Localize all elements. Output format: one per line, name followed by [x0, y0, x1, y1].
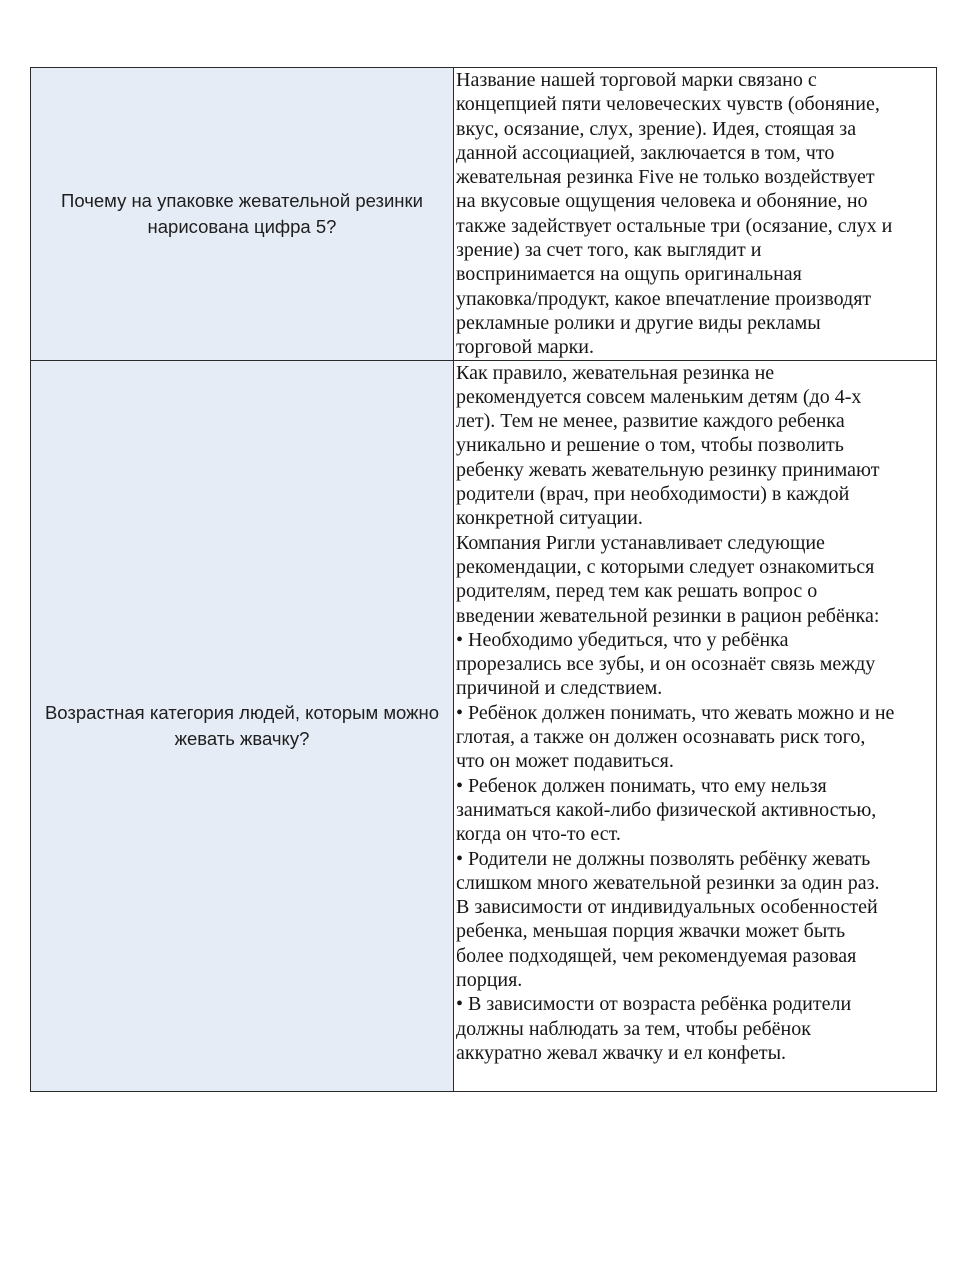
answer-line: • Ребёнок должен понимать, что жевать можно и не: [456, 701, 895, 724]
answer-line: данной ассоциацией, заключается в том, что: [456, 141, 835, 164]
question-cell: [31, 68, 454, 361]
answer-line: • В зависимости от возраста ребёнка родители: [456, 993, 852, 1016]
answer-cell: [454, 68, 937, 361]
answer-cell: [454, 360, 937, 1091]
answer-line: • Ребенок должен понимать, что ему нельзя: [456, 774, 827, 797]
answer-line: • Необходимо убедиться, что у ребёнка: [456, 628, 789, 651]
answer-line: заниматься какой-либо физической активностью,: [456, 798, 877, 821]
answer-line: также задействует остальные три (осязание, слух и: [456, 214, 893, 237]
answer-line: воспринимается на ощупь оригинальная: [456, 263, 802, 286]
answer-line: рекомендации, с которыми следует ознакомиться: [456, 555, 875, 578]
answer-line: торговой марки.: [456, 336, 595, 359]
answer-line: прорезались все зубы, и он осознаёт связь между: [456, 653, 876, 676]
table-row: [31, 68, 937, 361]
question-cell: [31, 360, 454, 1091]
answer-line: Как правило, жевательная резинка не: [456, 361, 775, 384]
answer-line: родители (врач, при необходимости) в каждой: [456, 483, 850, 506]
answer-line: • Родители не должны позволять ребёнку жевать: [456, 847, 871, 870]
answer-line: порция.: [456, 968, 523, 991]
answer-line: что он может подавиться.: [456, 750, 674, 773]
answer-line: В зависимости от индивидуальных особенностей: [456, 896, 878, 919]
answer-line: слишком много жевательной резинки за один раз.: [456, 871, 880, 894]
answer-line: уникально и решение о том, чтобы позволить: [456, 434, 844, 457]
answer-line: когда он что-то ест.: [456, 823, 621, 846]
answer-line: ребенку жевать жевательную резинку принимают: [456, 458, 880, 481]
answer-line: концепцией пяти человеческих чувств (обоняние,: [456, 93, 880, 116]
answer-line: причиной и следствием.: [456, 677, 663, 700]
answer-line: аккуратно жевал жвачку и ел конфеты.: [456, 1041, 787, 1064]
answer-line: лет). Тем не менее, развитие каждого ребенка: [456, 410, 845, 433]
answer-line: глотая, а также он должен осознавать риск того,: [456, 726, 866, 749]
answer-line: вкус, осязание, слух, зрение). Идея, стоящая за: [456, 117, 857, 140]
question-text: Возрастная категория людей, которым можно жевать жвачку?: [44, 701, 440, 749]
faq-table: [30, 67, 937, 1092]
answer-line: родителям, перед тем как решать вопрос о: [456, 580, 818, 603]
answer-line: более подходящей, чем рекомендуемая разовая: [456, 944, 857, 967]
answer-line: Название нашей торговой марки связано с: [456, 69, 817, 91]
question-text: Почему на упаковке жевательной резинки нарисована цифра 5?: [61, 189, 423, 237]
answer-line: ребенка, меньшая порция жвачки может быть: [456, 920, 846, 943]
answer-line: рекламные ролики и другие виды рекламы: [456, 311, 821, 334]
answer-line: конкретной ситуации.: [456, 507, 643, 530]
answer-text: [454, 361, 936, 1066]
answer-line: введении жевательной резинки в рацион ребёнка:: [456, 604, 880, 627]
answer-line: должны наблюдать за тем, чтобы ребёнок: [456, 1017, 811, 1040]
answer-line: Компания Ригли устанавливает следующие: [456, 531, 825, 554]
answer-text: [454, 68, 936, 360]
answer-line: на вкусовые ощущения человека и обоняние, но: [456, 190, 868, 213]
answer-line: зрение) за счет того, как выглядит и: [456, 239, 762, 262]
answer-line: упаковка/продукт, какое впечатление производят: [456, 287, 872, 310]
answer-line: жевательная резинка Five не только воздействует: [456, 166, 875, 189]
table-row: [31, 360, 937, 1091]
answer-line: рекомендуется совсем маленьким детям (до 4-х: [456, 385, 862, 408]
